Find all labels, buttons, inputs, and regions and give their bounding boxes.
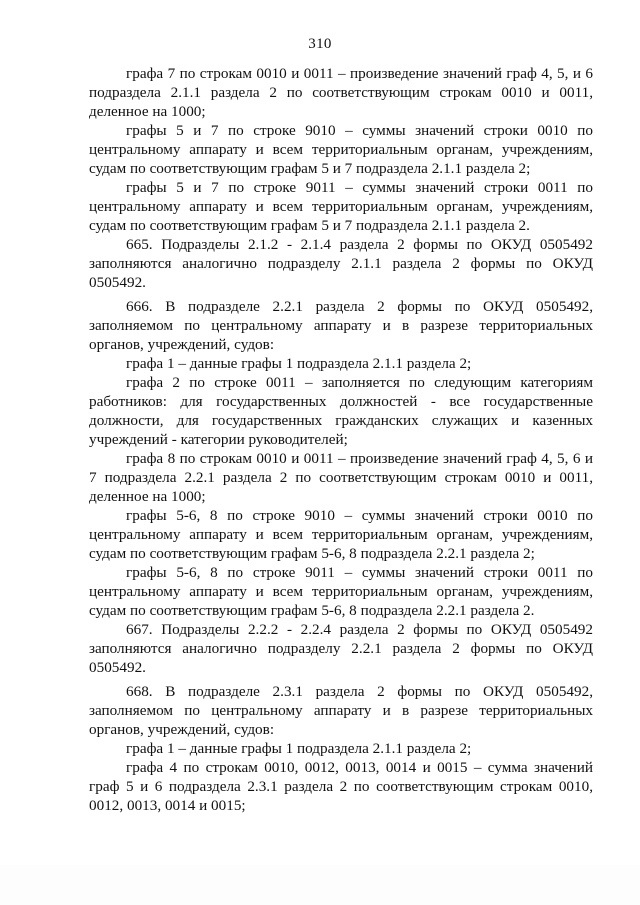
paragraph-grafy-5-6-8-9010: графы 5-6, 8 по строке 9010 – суммы значений строки 0010 по центральному аппарату и всем территориальным органам, учреждениям, судам по соответствующим графам 5-6, 8 подраздела 2.2.1 раздела 2; bbox=[89, 507, 593, 562]
paragraph-grafa-1-a: графа 1 – данные графы 1 подраздела 2.1.1 раздела 2; bbox=[126, 355, 472, 372]
paragraph-grafa-4: графа 4 по строкам 0010, 0012, 0013, 0014 и 0015 – сумма значений граф 5 и 6 подраздела 2.3.1 раздела 2 по соответствующим строкам 0010, 0012, 0013, 0014 и 0015; bbox=[89, 759, 593, 814]
paragraph-grafy-5-7-9011: графы 5 и 7 по строке 9011 – суммы значений строки 0011 по центральному аппарату и всем территориальным органам, учреждениям, судам по соответствующим графам 5 и 7 подраздела 2.1.1 раздела 2. bbox=[89, 179, 593, 234]
paragraph-item-667: 667. Подразделы 2.2.2 - 2.2.4 раздела 2 формы по ОКУД 0505492 заполняются аналогично подразделу 2.2.1 раздела 2 формы по ОКУД 0505492. bbox=[89, 621, 593, 676]
paragraph-item-665: 665. Подразделы 2.1.2 - 2.1.4 раздела 2 формы по ОКУД 0505492 заполняются аналогично подразделу 2.1.1 раздела 2 формы по ОКУД 0505492. bbox=[89, 236, 593, 291]
document-body bbox=[89, 64, 593, 815]
paragraph-grafa-2: графа 2 по строке 0011 – заполняется по следующим категориям работников: для государственных должностей - все государственные должности, для государственных гражданских служащих и казенных учреждений - категории руководителей; bbox=[89, 374, 593, 448]
paragraph-grafy-5-6-8-9011: графы 5-6, 8 по строке 9011 – суммы значений строки 0011 по центральному аппарату и всем территориальным органам, учреждениям, судам по соответствующим графам 5-6, 8 подраздела 2.2.1 раздела 2. bbox=[89, 564, 593, 619]
paragraph-grafy-5-7-9010: графы 5 и 7 по строке 9010 – суммы значений строки 0010 по центральному аппарату и всем территориальным органам, учреждениям, судам по соответствующим графам 5 и 7 подраздела 2.1.1 раздела 2; bbox=[89, 122, 593, 177]
page-bottom-margin bbox=[0, 865, 640, 905]
paragraph-grafa-7: графа 7 по строкам 0010 и 0011 – произведение значений граф 4, 5, и 6 подраздела 2.1.1 раздела 2 по соответствующим строкам 0010 и 0011, деленное на 1000; bbox=[89, 65, 593, 120]
page-number: 310 bbox=[308, 36, 332, 52]
paragraph-grafa-1-b: графа 1 – данные графы 1 подраздела 2.1.1 раздела 2; bbox=[126, 740, 472, 757]
paragraph-grafa-8: графа 8 по строкам 0010 и 0011 – произведение значений граф 4, 5, 6 и 7 подраздела 2.2.1 раздела 2 по соответствующим строкам 0010 и 0011, деленное на 1000; bbox=[89, 450, 593, 505]
paragraph-item-666: 666. В подразделе 2.2.1 раздела 2 формы по ОКУД 0505492, заполняемом по центральному аппарату и в разрезе территориальных органов, учреждений, судов: bbox=[89, 298, 593, 353]
paragraph-item-668: 668. В подразделе 2.3.1 раздела 2 формы по ОКУД 0505492, заполняемом по центральному аппарату и в разрезе территориальных органов, учреждений, судов: bbox=[89, 683, 593, 738]
